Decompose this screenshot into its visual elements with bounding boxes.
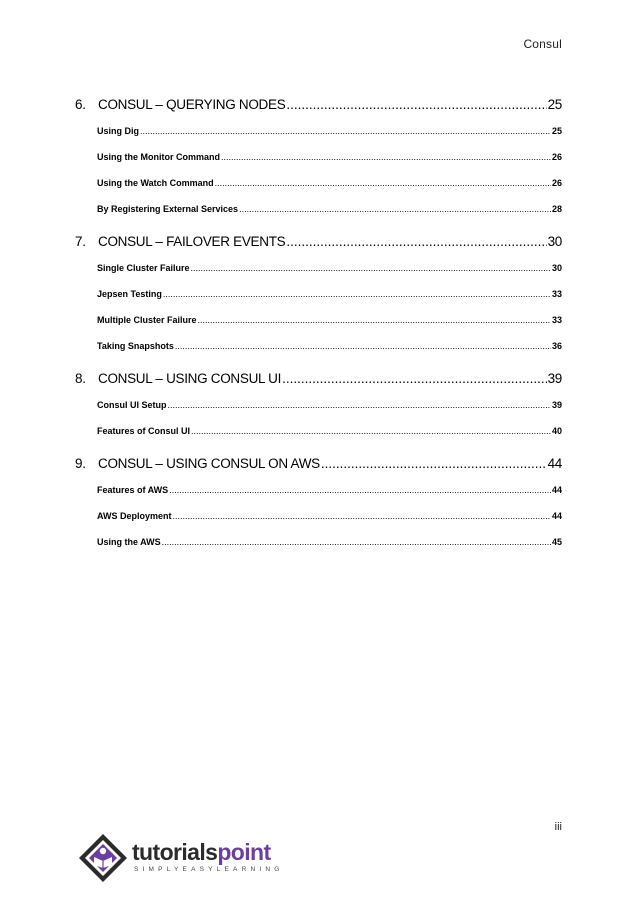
logo-wordmark-part2: point <box>217 839 271 865</box>
toc-leader-dots <box>191 262 551 274</box>
toc-page-number: 40 <box>551 426 562 436</box>
toc-chapter-label <box>75 232 285 252</box>
toc-leader-dots <box>282 369 546 389</box>
toc-chapter-8 <box>75 369 562 451</box>
toc-page-number: 26 <box>551 152 562 162</box>
toc-section-entry[interactable] <box>97 151 562 177</box>
toc-leader-dots <box>321 454 547 474</box>
toc-leader-dots <box>198 314 551 326</box>
toc-section-entry[interactable] <box>97 262 562 288</box>
toc-section-title: Using the AWS <box>97 537 161 547</box>
toc-section-list <box>97 125 562 229</box>
toc-leader-dots <box>140 125 551 137</box>
toc-chapter-number: 6. <box>75 97 86 112</box>
toc-chapter-title: CONSUL – USING CONSUL ON AWS <box>98 456 320 471</box>
toc-leader-dots <box>191 425 551 437</box>
toc-leader-dots <box>215 177 551 189</box>
toc-page-number: 25 <box>547 97 562 112</box>
toc-chapter-title: CONSUL – USING CONSUL UI <box>98 371 282 386</box>
toc-section-title: Taking Snapshots <box>97 341 174 351</box>
toc-leader-dots <box>163 288 551 300</box>
toc-chapter-title: CONSUL – QUERYING NODES <box>98 97 286 112</box>
toc-chapter-9 <box>75 454 562 562</box>
logo-tagline: SIMPLYEASYLEARNING <box>134 866 284 873</box>
toc-chapter-7 <box>75 232 562 366</box>
toc-section-entry[interactable] <box>97 314 562 340</box>
toc-page-number: 44 <box>547 456 562 471</box>
toc-page-number: 26 <box>551 178 562 188</box>
toc-leader-dots <box>175 340 551 352</box>
toc-section-list <box>97 484 562 562</box>
tutorialspoint-logo <box>78 833 284 883</box>
toc-chapter-label <box>75 454 320 474</box>
logo-mark-icon <box>78 833 128 883</box>
toc-page-number: 25 <box>551 126 562 136</box>
toc-section-title: Using Dig <box>97 126 139 136</box>
logo-wordmark-part1: tutorials <box>132 839 218 865</box>
toc-leader-dots <box>221 151 551 163</box>
toc-section-entry[interactable] <box>97 340 562 366</box>
toc-chapter-number: 7. <box>75 234 86 249</box>
toc-section-title: Using the Watch Command <box>97 178 214 188</box>
toc-page-number: 30 <box>551 263 562 273</box>
toc-section-entry[interactable] <box>97 125 562 151</box>
toc-section-title: Features of AWS <box>97 485 169 495</box>
toc-chapter-heading[interactable] <box>75 454 562 474</box>
toc-leader-dots <box>286 232 546 252</box>
toc-section-title: Multiple Cluster Failure <box>97 315 197 325</box>
toc-page-number: 30 <box>547 234 562 249</box>
table-of-contents <box>75 95 562 562</box>
toc-chapter-label <box>75 95 285 115</box>
logo-wordmark <box>132 839 271 866</box>
toc-page-number: 45 <box>551 537 562 547</box>
toc-chapter-heading[interactable] <box>75 95 562 115</box>
toc-page-number: 39 <box>547 371 562 386</box>
toc-chapter-heading[interactable] <box>75 369 562 389</box>
toc-page-number: 44 <box>551 511 562 521</box>
toc-page-number: 44 <box>551 485 562 495</box>
toc-leader-dots <box>168 399 551 411</box>
toc-chapter-number: 8. <box>75 371 86 386</box>
toc-leader-dots <box>162 536 551 548</box>
toc-section-entry[interactable] <box>97 203 562 229</box>
toc-section-entry[interactable] <box>97 536 562 562</box>
toc-leader-dots <box>169 484 551 496</box>
toc-leader-dots <box>173 510 551 522</box>
toc-section-title: Consul UI Setup <box>97 400 167 410</box>
toc-page-number: 28 <box>551 204 562 214</box>
toc-chapter-label <box>75 369 281 389</box>
toc-section-title: Jepsen Testing <box>97 289 162 299</box>
toc-section-list <box>97 399 562 451</box>
toc-section-entry[interactable] <box>97 510 562 536</box>
toc-section-title: AWS Deployment <box>97 511 172 521</box>
toc-page-number: 33 <box>551 289 562 299</box>
footer-page-number: iii <box>554 821 562 833</box>
toc-leader-dots <box>286 95 546 115</box>
toc-chapter-heading[interactable] <box>75 232 562 252</box>
toc-page-number: 33 <box>551 315 562 325</box>
toc-page-number: 36 <box>551 341 562 351</box>
toc-chapter-title: CONSUL – FAILOVER EVENTS <box>98 234 286 249</box>
toc-page-number: 39 <box>551 400 562 410</box>
running-header-title: Consul <box>523 37 562 51</box>
toc-section-title: Using the Monitor Command <box>97 152 220 162</box>
toc-leader-dots <box>239 203 551 215</box>
toc-chapter-number: 9. <box>75 456 86 471</box>
toc-section-entry[interactable] <box>97 425 562 451</box>
toc-section-entry[interactable] <box>97 399 562 425</box>
toc-section-entry[interactable] <box>97 177 562 203</box>
toc-section-title: Single Cluster Failure <box>97 263 190 273</box>
toc-section-entry[interactable] <box>97 288 562 314</box>
toc-section-list <box>97 262 562 366</box>
toc-section-entry[interactable] <box>97 484 562 510</box>
toc-section-title: By Registering External Services <box>97 204 239 214</box>
toc-chapter-6 <box>75 95 562 229</box>
toc-section-title: Features of Consul UI <box>97 426 191 436</box>
